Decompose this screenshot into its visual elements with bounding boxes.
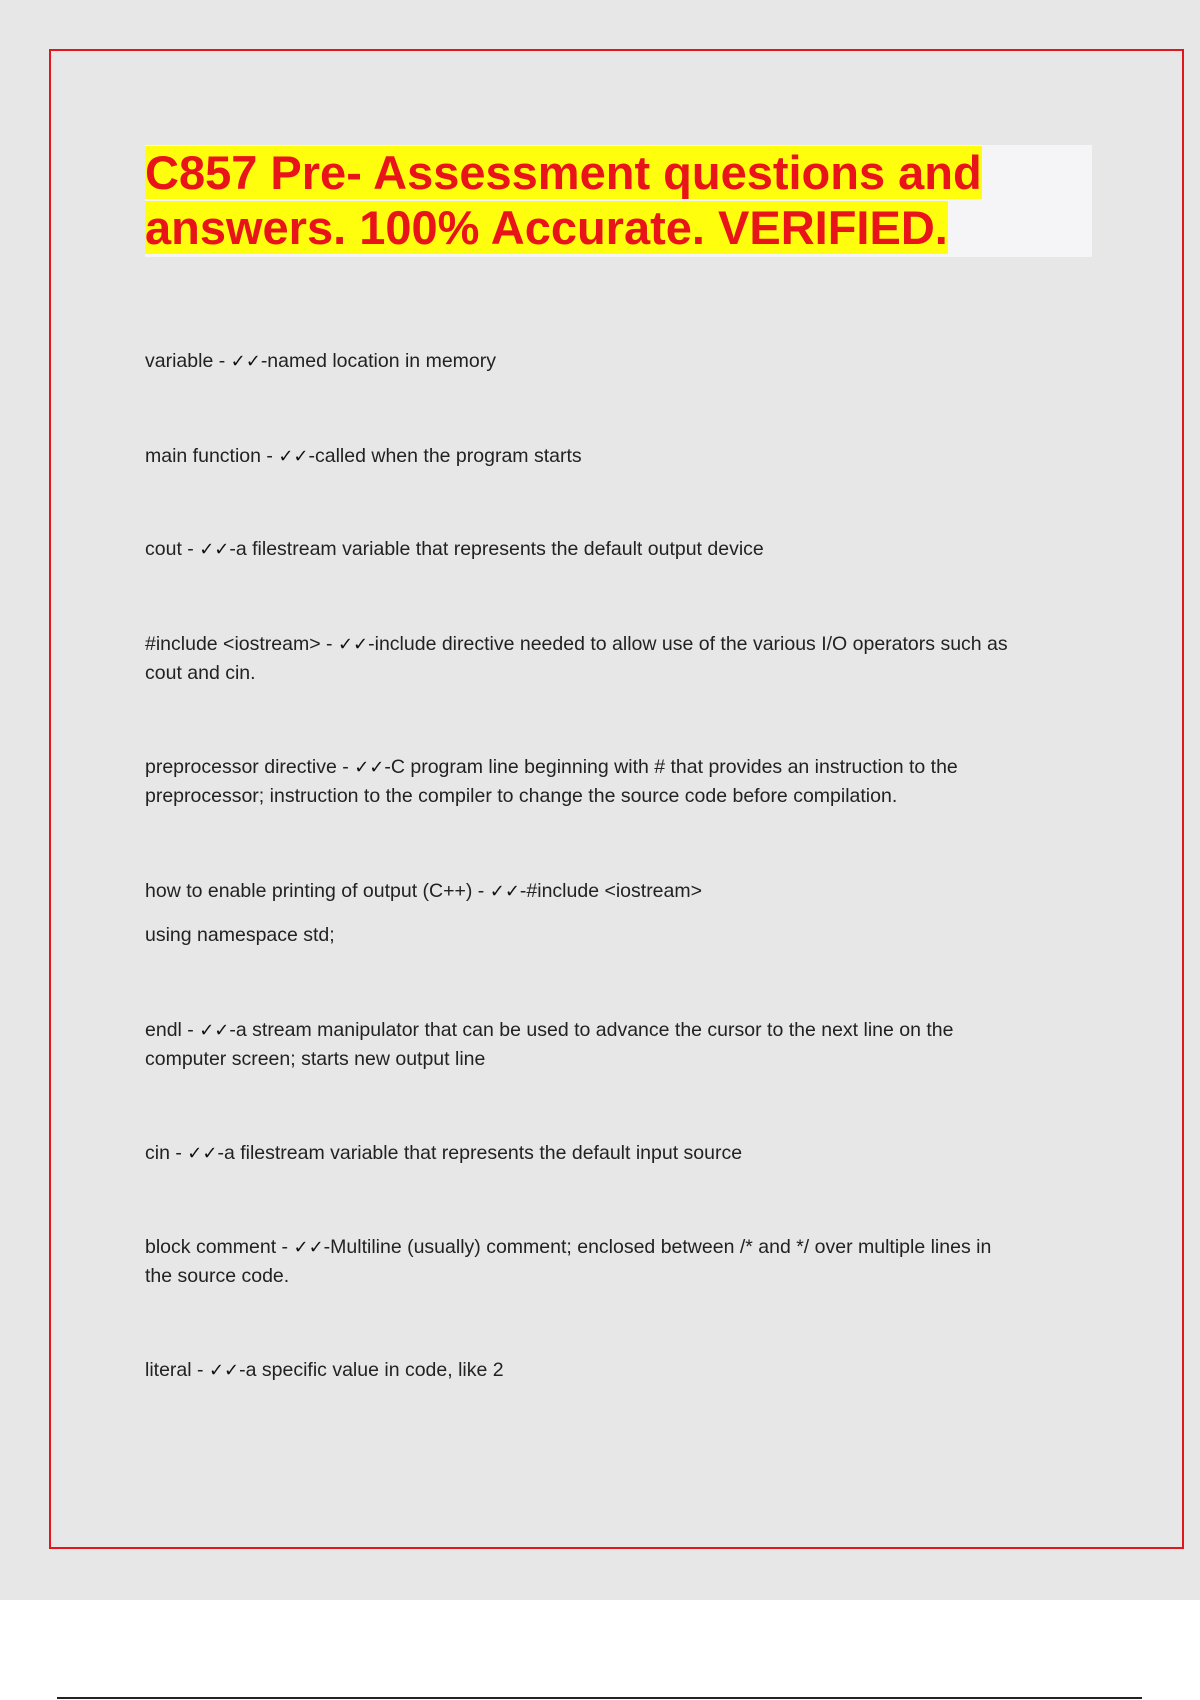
flashcard-entry — [145, 753, 1075, 811]
title-block — [145, 145, 1092, 257]
entry-separator: - — [260, 445, 279, 467]
entry-definition: -a filestream variable that represents the default input source — [217, 1142, 743, 1164]
entry-separator: - — [181, 538, 200, 560]
entry-term: literal — [145, 1359, 192, 1381]
double-checkmark-icon: ✓✓ — [278, 446, 309, 467]
entry-separator: - — [213, 350, 231, 372]
title-line-2: answers. 100% Accurate. VERIFIED. — [145, 201, 948, 254]
entry-term: variable — [145, 350, 214, 372]
document-title — [145, 145, 1092, 255]
entry-definition: -a stream manipulator that can be used to advance the cursor to the next line on the — [229, 1019, 954, 1041]
entry-definition: -named location in memory — [260, 350, 496, 372]
entry-separator: - — [472, 880, 490, 902]
double-checkmark-icon: ✓✓ — [208, 1360, 240, 1381]
entry-definition: -Multiline (usually) comment; enclosed between /* and */ over multiple lines in — [323, 1236, 992, 1258]
entry-separator: - — [336, 756, 355, 778]
entry-definition: -a filestream variable that represents the default output device — [229, 538, 764, 560]
flashcard-entry — [145, 630, 1075, 688]
title-line-1: C857 Pre- Assessment questions and — [145, 146, 982, 199]
entry-continuation: preprocessor; instruction to the compiler to change the source code before compilation. — [145, 785, 898, 807]
entry-continuation: the source code. — [145, 1265, 290, 1287]
double-checkmark-icon: ✓✓ — [199, 1020, 230, 1041]
entry-continuation: using namespace std; — [145, 924, 335, 946]
entry-continuation: cout and cin. — [145, 662, 256, 684]
flashcard-entry — [145, 442, 1075, 471]
double-checkmark-icon: ✓✓ — [199, 539, 230, 560]
entry-term: endl — [145, 1019, 182, 1041]
entry-continuation: computer screen; starts new output line — [145, 1048, 486, 1070]
double-checkmark-icon: ✓✓ — [337, 634, 369, 655]
entry-separator: - — [276, 1236, 294, 1258]
entry-separator: - — [169, 1142, 188, 1164]
entry-term: preprocessor directive — [145, 756, 337, 778]
flashcard-entry — [145, 1233, 1075, 1291]
entry-definition: -#include <iostream> — [519, 880, 703, 902]
entry-term: block comment — [145, 1236, 277, 1258]
flashcard-entry — [145, 877, 1075, 906]
flashcard-entry — [145, 347, 1075, 376]
entry-definition: -C program line beginning with # that provides an instruction to the — [384, 756, 958, 778]
entry-separator: - — [320, 633, 338, 655]
footer-divider — [57, 1697, 1142, 1699]
flashcard-entry — [145, 535, 1075, 564]
entry-definition: -called when the program starts — [308, 445, 582, 467]
double-checkmark-icon: ✓✓ — [354, 757, 385, 778]
flashcard-entry-continuation — [145, 921, 1075, 950]
double-checkmark-icon: ✓✓ — [230, 351, 261, 372]
entry-separator: - — [191, 1359, 209, 1381]
entry-separator: - — [181, 1019, 200, 1041]
flashcard-entry — [145, 1016, 1075, 1074]
double-checkmark-icon: ✓✓ — [293, 1237, 324, 1258]
entry-term: main function — [145, 445, 261, 467]
entry-definition: -include directive needed to allow use of the various I/O operators such as — [368, 633, 1008, 655]
entry-term: cin — [145, 1142, 170, 1164]
entry-term: how to enable printing of output (C++) — [145, 880, 473, 902]
flashcard-entry — [145, 1356, 1075, 1385]
entry-definition: -a specific value in code, like 2 — [239, 1359, 504, 1381]
double-checkmark-icon: ✓✓ — [489, 881, 520, 902]
flashcard-entry — [145, 1139, 1075, 1168]
entry-term: #include <iostream> — [145, 633, 321, 655]
entry-term: cout — [145, 538, 182, 560]
double-checkmark-icon: ✓✓ — [187, 1143, 218, 1164]
